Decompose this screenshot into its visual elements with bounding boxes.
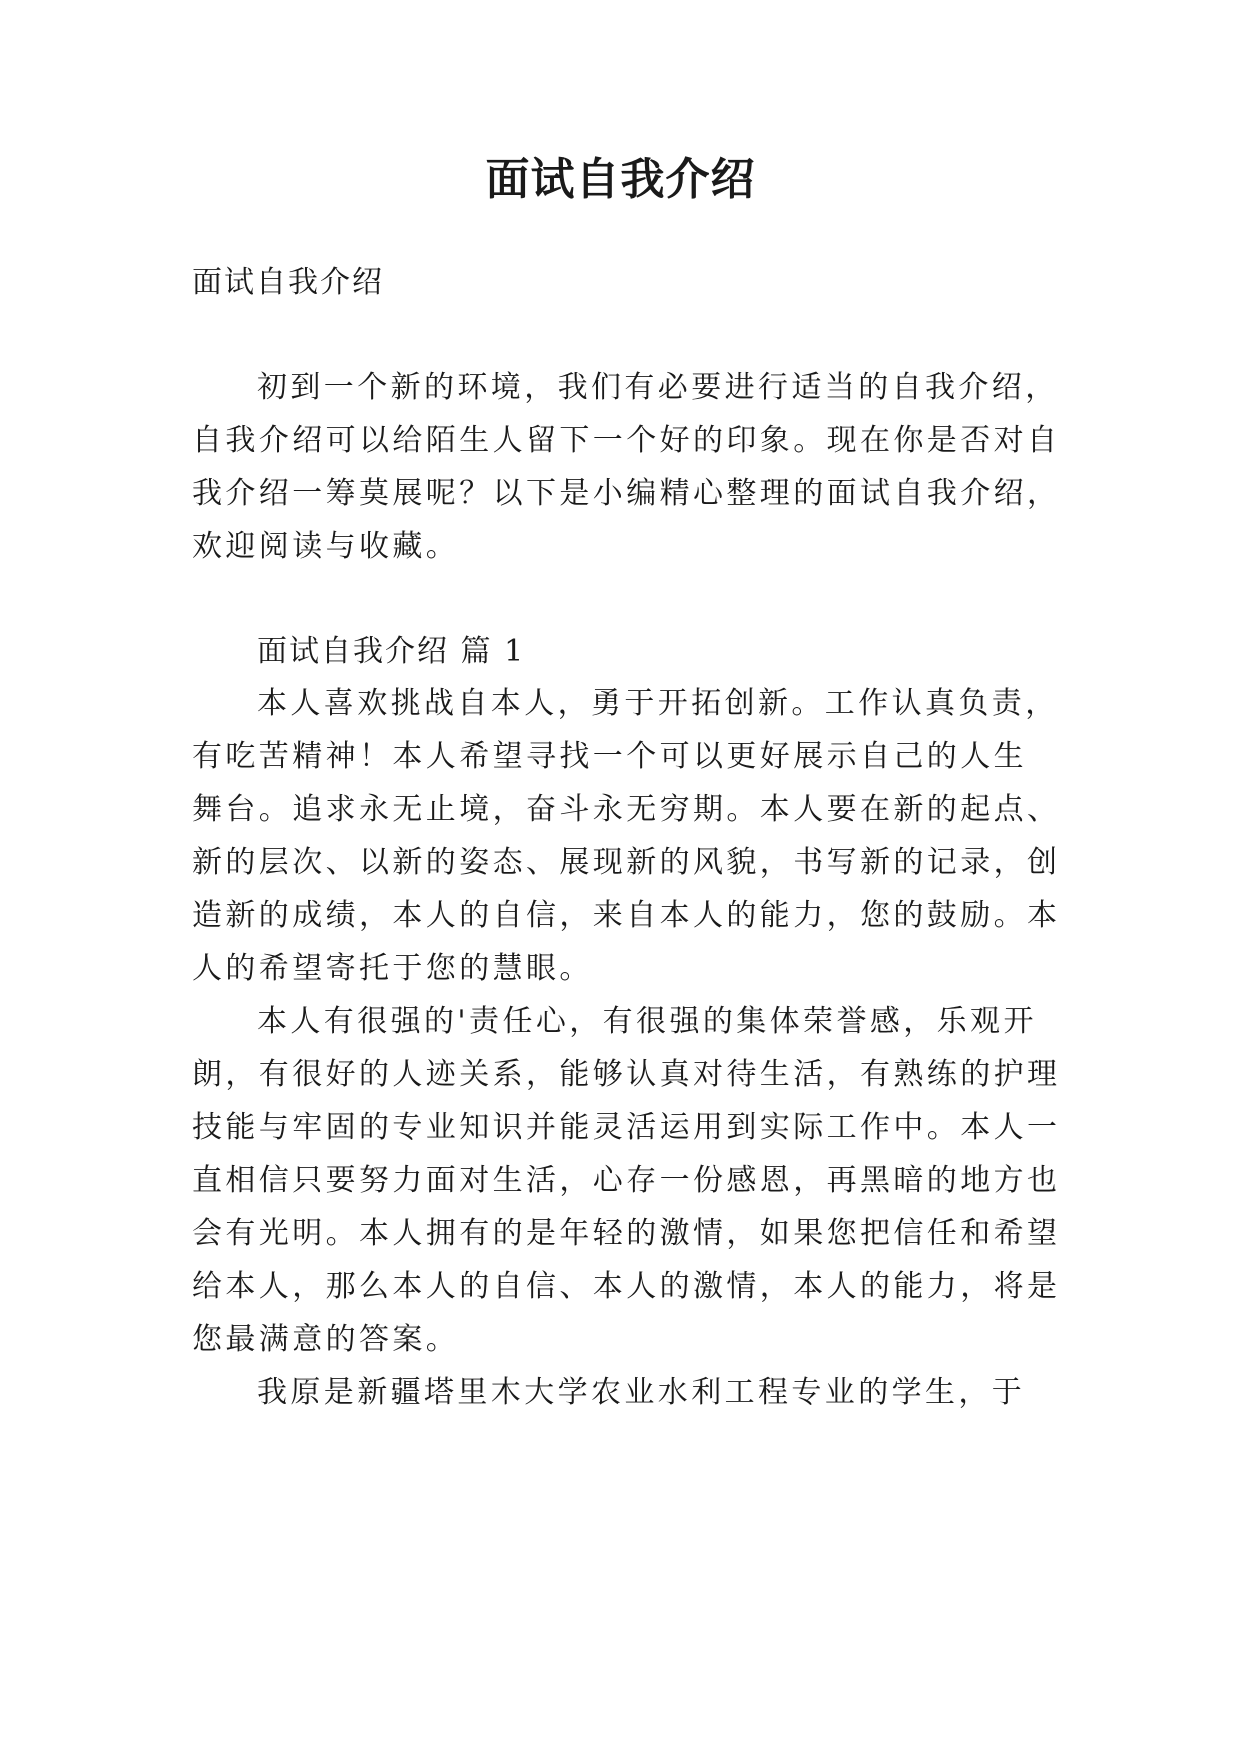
para2-line: 朗，有很好的人迹关系，能够认真对待生活，有熟练的护理: [192, 1057, 1061, 1092]
document-subtitle: 面试自我介绍: [192, 265, 384, 300]
section-heading: 面试自我介绍 篇 1: [257, 634, 526, 669]
para2-line: 直相信只要努力面对生活，心存一份感恩，再黑暗的地方也: [192, 1163, 1061, 1198]
intro-line: 初到一个新的环境，我们有必要进行适当的自我介绍，: [257, 370, 1059, 405]
para1-line: 人的希望寄托于您的慧眼。: [192, 951, 593, 986]
para2-line: 本人有很强的'责任心，有很强的集体荣誉感，乐观开: [257, 1004, 1037, 1039]
para1-line: 新的层次、以新的姿态、展现新的风貌，书写新的记录，创: [192, 845, 1061, 880]
para1-line: 有吃苦精神！本人希望寻找一个可以更好展示自己的人生: [192, 739, 1027, 774]
para1-line: 本人喜欢挑战自本人，勇于开拓创新。工作认真负责，: [257, 686, 1059, 721]
para2-line: 技能与牢固的专业知识并能灵活运用到实际工作中。本人一: [192, 1110, 1061, 1145]
intro-line: 欢迎阅读与收藏。: [192, 529, 460, 564]
para2-line: 您最满意的答案。: [192, 1322, 460, 1357]
intro-line: 自我介绍可以给陌生人留下一个好的印象。现在你是否对自: [192, 423, 1061, 458]
intro-line: 我介绍一筹莫展呢？以下是小编精心整理的面试自我介绍，: [192, 476, 1061, 511]
para2-line: 给本人，那么本人的自信、本人的激情，本人的能力，将是: [192, 1269, 1061, 1304]
para1-line: 造新的成绩，本人的自信，来自本人的能力，您的鼓励。本: [192, 898, 1061, 933]
document-title: 面试自我介绍: [485, 154, 756, 205]
para1-line: 舞台。追求永无止境，奋斗永无穷期。本人要在新的起点、: [192, 792, 1061, 827]
para2-line: 会有光明。本人拥有的是年轻的激情，如果您把信任和希望: [192, 1216, 1061, 1251]
para3-line: 我原是新疆塔里木大学农业水利工程专业的学生，于: [257, 1375, 1026, 1410]
